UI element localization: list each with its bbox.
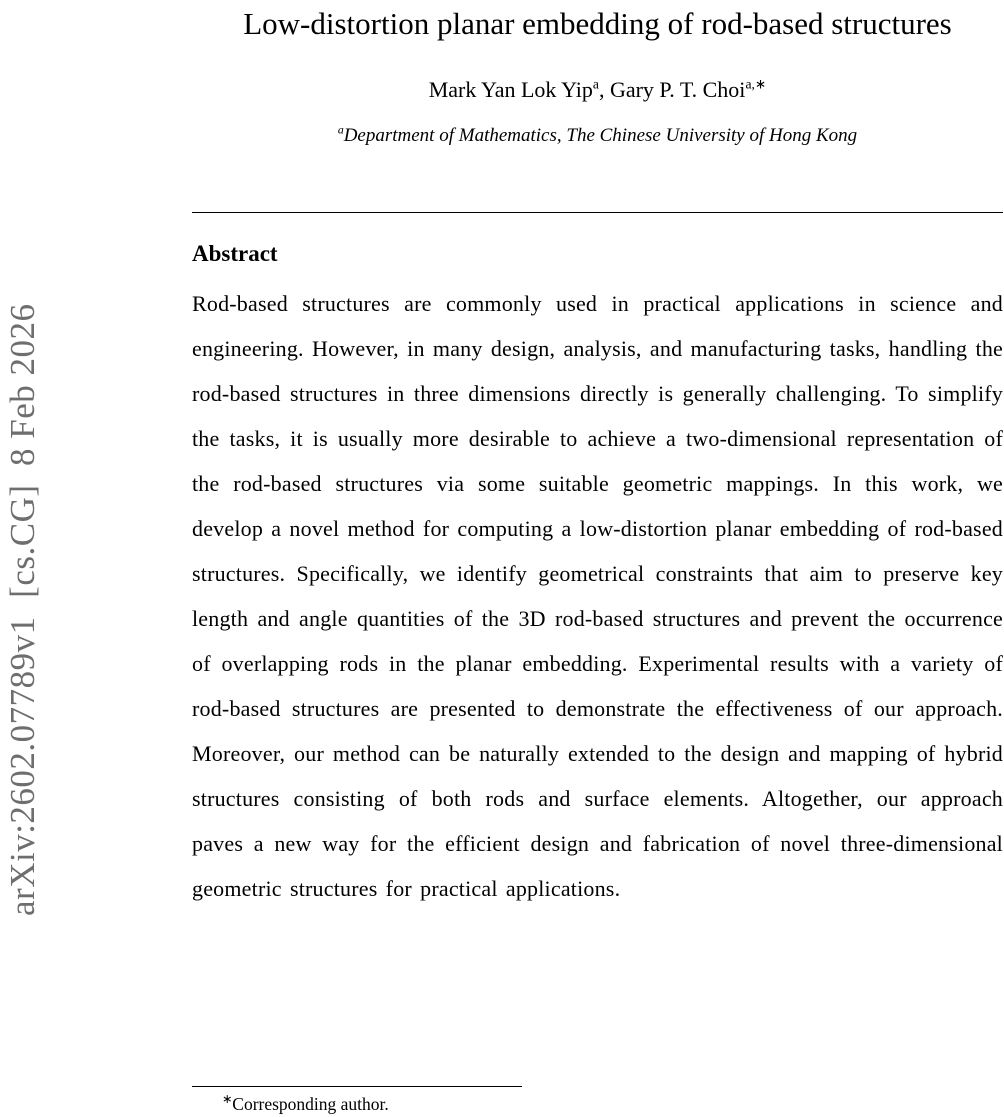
author-line: [192, 76, 1003, 104]
affiliation-text: Department of Mathematics, The Chinese University of Hong Kong: [343, 125, 858, 146]
arxiv-watermark: arXiv:2602.07789v1 [cs.CG] 8 Feb 2026: [3, 303, 42, 916]
footnote-text: [192, 1093, 1003, 1115]
footnote-label: Corresponding author.: [232, 1094, 389, 1114]
paper-content: [192, 0, 1003, 911]
affiliation-mark: a: [337, 123, 344, 137]
affiliation-line: [192, 124, 1003, 148]
author-separator: ,: [598, 77, 610, 102]
footnote-rule: [192, 1086, 522, 1087]
author-first-affiliation-mark: a: [592, 76, 599, 92]
abstract-body: Rod-based structures are commonly used in practical applications in science and engineering. However, in many design, analysis, and manufacturing tasks, handling the rod-based structures in three dimensions directly is generally challenging. To simplify the tasks, it is usually more desirable to achieve a two-dimensional representation of the rod-based structures via some suitable geometric mappings. In this work, we develop a novel method for computing a low-distortion planar embedding of rod-based structures. Specifically, we identify geometrical constraints that aim to preserve key length and angle quantities of the 3D rod-based structures and prevent the occurrence of overlapping rods in the planar embedding. Experimental results with a variety of rod-based structures are presented to demonstrate the effectiveness of our approach. Moreover, our method can be naturally extended to the design and mapping of hybrid structures consisting of both rods and surface elements. Altogether, our approach paves a new way for the efficient design and fabrication of novel three-dimensional geometric structures for practical applications.: [192, 291, 1003, 901]
paper-title: Low-distortion planar embedding of rod-based structures: [243, 6, 952, 41]
footnote-marker: ∗: [222, 1092, 233, 1107]
author-second-affiliation-mark: a,∗: [745, 76, 767, 92]
author-first: Mark Yan Lok Yip: [428, 77, 593, 102]
abstract-heading: Abstract: [192, 241, 278, 266]
horizontal-rule: [192, 212, 1003, 213]
author-second: Gary P. T. Choi: [609, 77, 746, 102]
footnote-block: [192, 1086, 1003, 1115]
